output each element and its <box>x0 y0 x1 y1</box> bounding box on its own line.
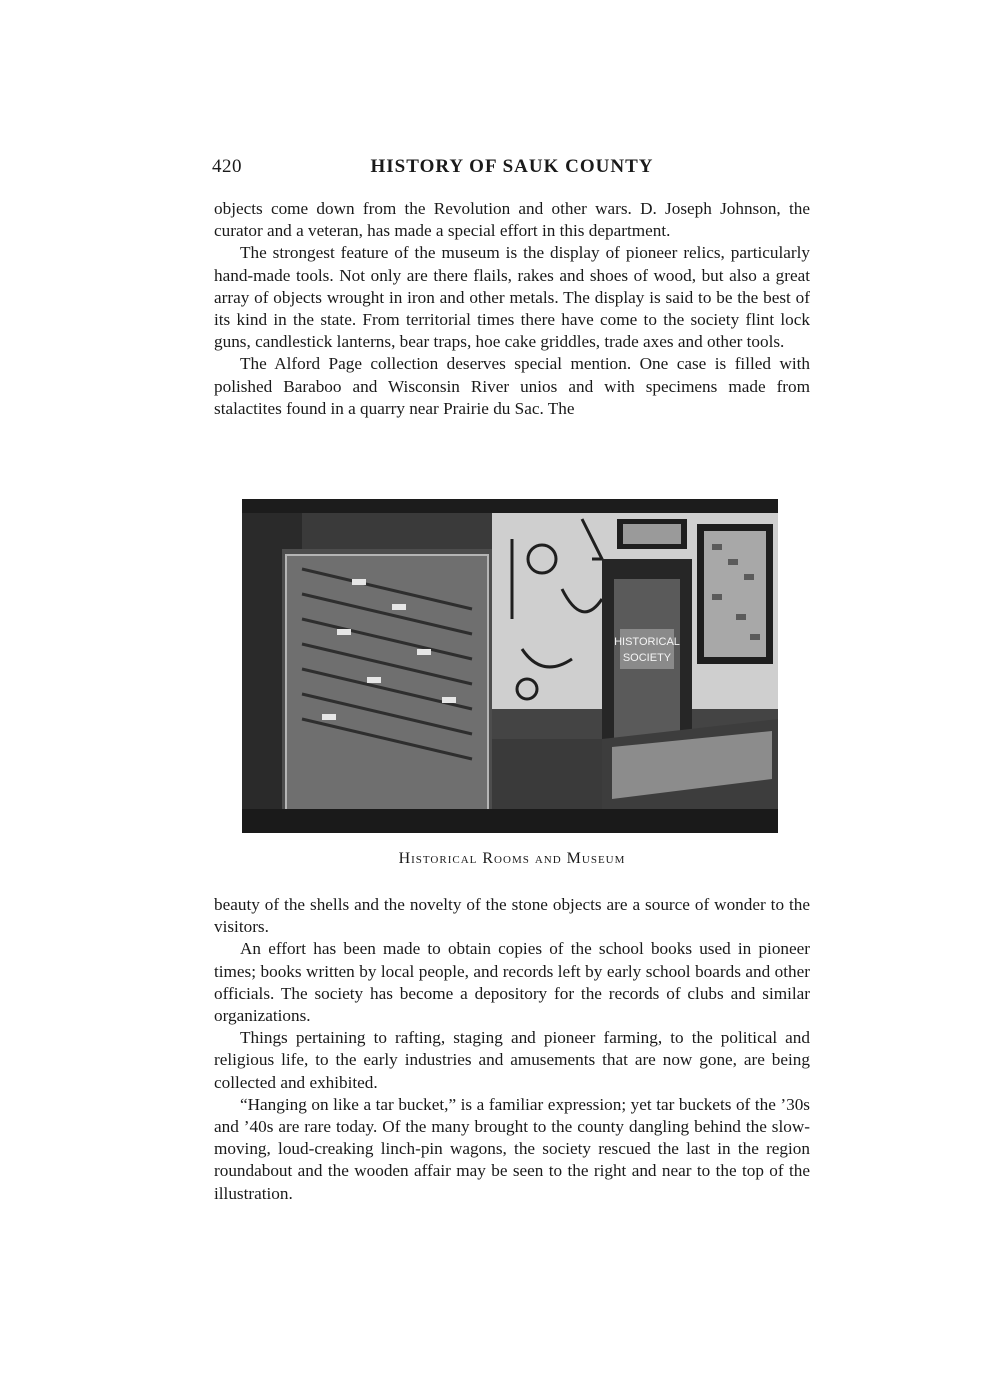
paragraph: The strongest feature of the museum is the display of pioneer relics, particularly hand-made tools. Not only are there flails, rakes and shoes of wood, but also a great array of objects wrought in iron and other metals. The display is said to be the best of its kind in the state. From territorial times there have come to the society flint lock guns, candlestick lanterns, bear traps, hoe cake griddles, trade axes and other tools. <box>214 243 810 352</box>
door-sign-line2: SOCIETY <box>622 652 672 664</box>
body-text-bottom <box>214 894 810 1205</box>
paragraph: Things pertaining to rafting, staging and pioneer farming, to the political and religious life, to the early industries and amusements that are now gone, are being collected and exhibited. <box>214 1028 810 1092</box>
page-number: 420 <box>212 156 242 177</box>
paragraph: objects come down from the Revolution and other wars. D. Joseph Johnson, the curator and a veteran, has made a special effort in this department. <box>214 199 810 241</box>
door-sign-line1: HISTORICAL <box>614 636 680 648</box>
running-title: HISTORY OF SAUK COUNTY <box>370 156 654 177</box>
running-head <box>212 156 812 180</box>
figure-caption: Historical Rooms and Museum <box>398 850 626 867</box>
body-text-top <box>214 198 810 420</box>
paragraph: beauty of the shells and the novelty of the stone objects are a source of wonder to the visitors. <box>214 895 810 937</box>
paragraph: An effort has been made to obtain copies of the school books used in pioneer times; books written by local people, and records left by early school boards and other officials. The society has become a depository for the records of clubs and similar organizations. <box>214 939 810 1026</box>
museum-photograph <box>242 499 778 833</box>
paragraph: “Hanging on like a tar bucket,” is a familiar expression; yet tar buckets of the ’30s and ’40s are rare today. Of the many brought to the county dangling behind the slow-moving, loud-creaking linch-pin wagons, the society rescued the last in the region roundabout and the wooden affair may be seen to the right and near to the top of the illustration. <box>214 1094 810 1203</box>
paragraph: The Alford Page collection deserves special mention. One case is filled with polished Baraboo and Wisconsin River unios and with specimens made from stalactites found in a quarry near Prairie du Sac. The <box>214 354 810 418</box>
